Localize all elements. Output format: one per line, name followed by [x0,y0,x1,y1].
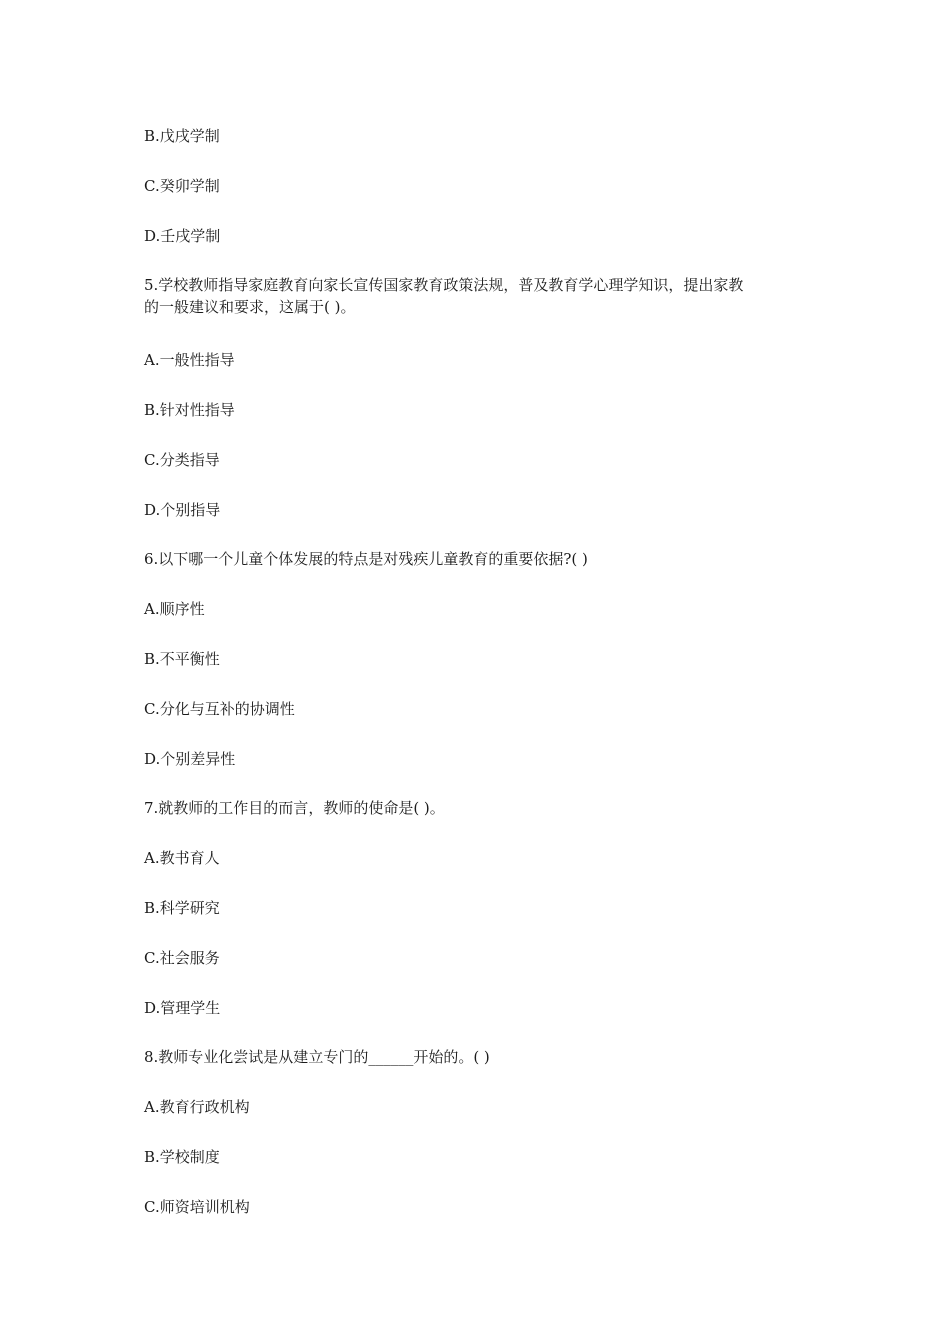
q6-option-c: C.分化与互补的协调性 [144,700,295,718]
q8-option-b: B.学校制度 [144,1148,220,1166]
q5-option-b: B.针对性指导 [144,401,235,419]
q8-stem: 8.教师专业化尝试是从建立专门的______开始的。( ) [144,1048,490,1066]
q5-stem-line-2: 的一般建议和要求，这属于( )。 [144,298,356,316]
q7-option-d: D.管理学生 [144,999,221,1017]
q7-option-a: A.教书育人 [144,849,220,867]
q6-option-d: D.个别差异性 [144,750,236,768]
q6-stem: 6.以下哪一个儿童个体发展的特点是对残疾儿童教育的重要依据?( ) [144,550,588,568]
q5-option-a: A.一般性指导 [144,351,235,369]
q8-option-a: A.教育行政机构 [144,1098,250,1116]
q4-option-d: D.壬戌学制 [144,227,221,245]
q6-option-a: A.顺序性 [144,600,205,618]
q7-option-c: C.社会服务 [144,949,220,967]
q5-option-c: C.分类指导 [144,451,220,469]
q4-option-b: B.戊戌学制 [144,127,220,145]
q5-stem [144,274,814,318]
q6-option-b: B.不平衡性 [144,650,220,668]
q5-stem-line-1: 5.学校教师指导家庭教育向家长宣传国家教育政策法规，普及教育学心理学知识，提出家教 [144,276,744,294]
q5-option-d: D.个别指导 [144,501,221,519]
q8-option-c: C.师资培训机构 [144,1198,250,1216]
q4-option-c: C.癸卯学制 [144,177,220,195]
q7-stem: 7.就教师的工作目的而言，教师的使命是( )。 [144,799,445,817]
q7-option-b: B.科学研究 [144,899,220,917]
